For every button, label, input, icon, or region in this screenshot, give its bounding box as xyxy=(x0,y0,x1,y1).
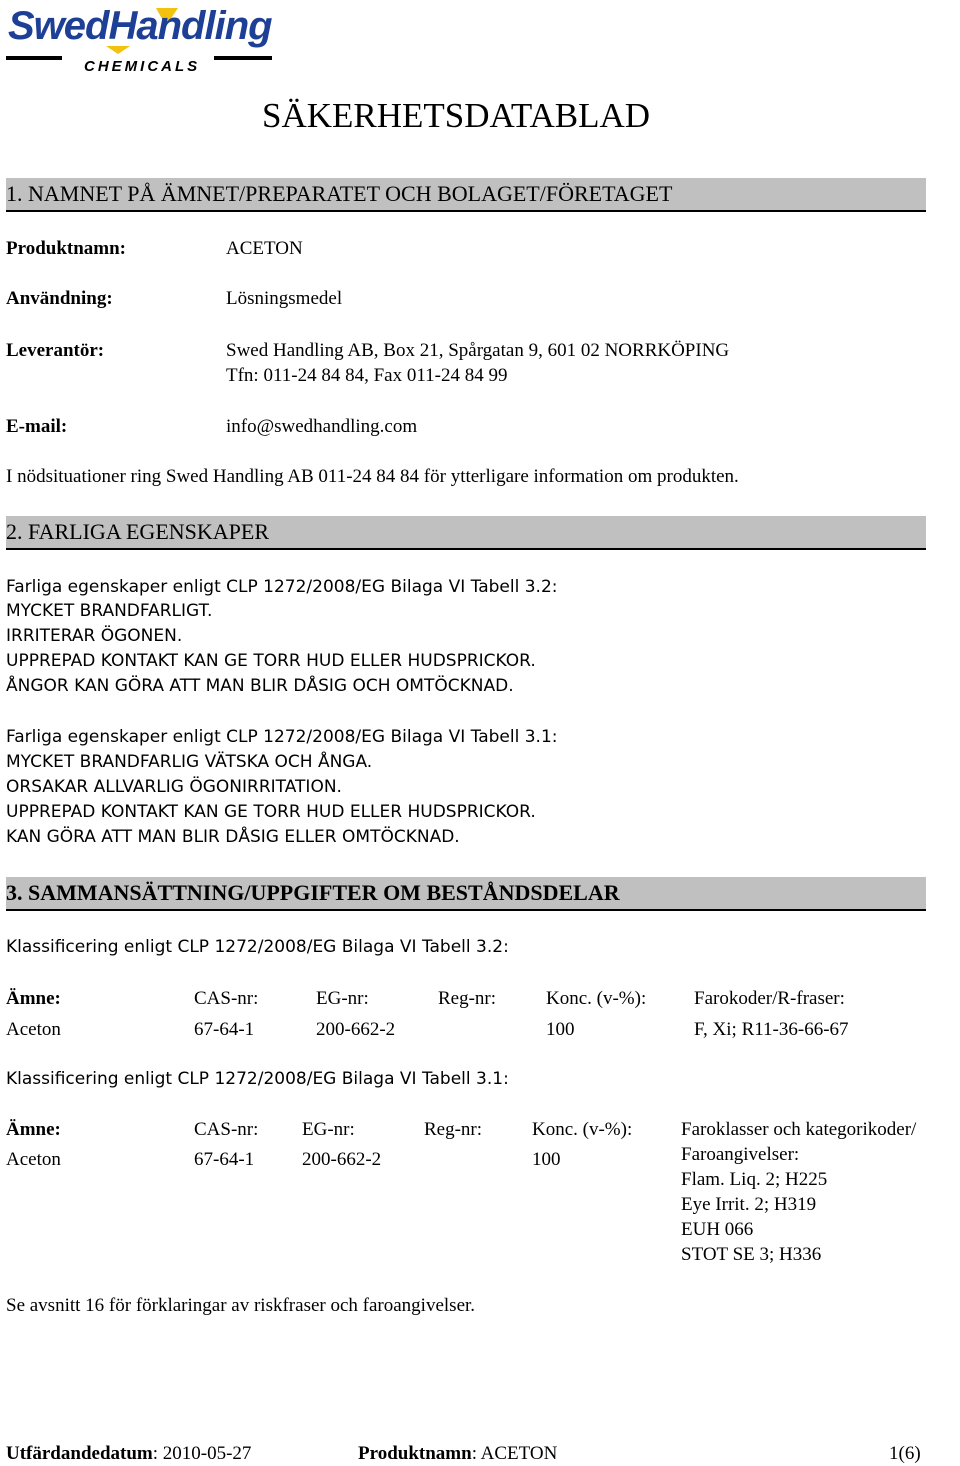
email-label: E-mail: xyxy=(6,416,68,437)
table2-cell-substance: Aceton xyxy=(6,1149,61,1170)
table2-code-line: Flam. Liq. 2; H225 xyxy=(681,1169,828,1190)
product-name-value: ACETON xyxy=(226,238,303,259)
logo-brand-text: SwedHandling xyxy=(8,4,272,48)
table2-header-eg: EG-nr: xyxy=(302,1119,355,1140)
hazard-line: KAN GÖRA ATT MAN BLIR DÅSIG ELLER OMTÖCKNAD. xyxy=(6,827,460,847)
table2-header-cas: CAS-nr: xyxy=(194,1119,259,1140)
table1-cell-conc: 100 xyxy=(546,1019,575,1040)
table1-header-eg: EG-nr: xyxy=(316,988,369,1009)
table1-cell-substance: Aceton xyxy=(6,1019,61,1040)
email-value[interactable]: info@swedhandling.com xyxy=(226,416,418,437)
table1-header-substance: Ämne: xyxy=(6,988,61,1009)
table1-header-reg: Reg-nr: xyxy=(438,988,497,1009)
hazard-line: IRRITERAR ÖGONEN. xyxy=(6,626,183,646)
section-3-header xyxy=(6,877,926,911)
table1-cell-cas: 67-64-1 xyxy=(194,1019,255,1040)
footer-product-label: Produktnamn xyxy=(358,1443,472,1464)
table2-header-reg: Reg-nr: xyxy=(424,1119,483,1140)
table2-header-classes: Faroklasser och kategorikoder/ xyxy=(681,1119,917,1140)
supplier-label: Leverantör: xyxy=(6,340,105,361)
table1-cell-codes: F, Xi; R11-36-66-67 xyxy=(694,1019,849,1040)
section-2-title: 2. FARLIGA EGENSKAPER xyxy=(6,519,270,544)
table2-header-statements: Faroangivelser: xyxy=(681,1144,800,1165)
table1-cell-eg: 200-662-2 xyxy=(316,1019,396,1040)
table1-header-conc: Konc. (v-%): xyxy=(546,988,647,1009)
hazard-line: ORSAKAR ALLVARLIG ÖGONIRRITATION. xyxy=(6,777,342,797)
classification-heading-3-1: Klassificering enligt CLP 1272/2008/EG Bilaga VI Tabell 3.1: xyxy=(6,1069,509,1089)
section-1-header xyxy=(6,178,926,212)
footnote-text: Se avsnitt 16 för förklaringar av riskfraser och faroangivelser. xyxy=(6,1295,476,1316)
hazard-heading-3-1: Farliga egenskaper enligt CLP 1272/2008/EG Bilaga VI Tabell 3.1: xyxy=(6,727,558,747)
hazard-line: MYCKET BRANDFARLIG VÄTSKA OCH ÅNGA. xyxy=(6,752,373,772)
hazard-line: ÅNGOR KAN GÖRA ATT MAN BLIR DÅSIG OCH OMTÖCKNAD. xyxy=(6,676,514,696)
table2-header-conc: Konc. (v-%): xyxy=(532,1119,633,1140)
hazard-line: MYCKET BRANDFARLIGT. xyxy=(6,601,213,621)
table1-header-cas: CAS-nr: xyxy=(194,988,259,1009)
logo-sub-text: CHEMICALS xyxy=(84,58,201,75)
hazard-heading-3-2: Farliga egenskaper enligt CLP 1272/2008/EG Bilaga VI Tabell 3.2: xyxy=(6,577,558,597)
footer-product-value: : ACETON xyxy=(471,1443,558,1464)
product-name-label: Produktnamn: xyxy=(6,238,127,259)
table2-header-substance: Ämne: xyxy=(6,1119,61,1140)
company-logo xyxy=(6,2,276,78)
table1-header-codes: Farokoder/R-fraser: xyxy=(694,988,845,1009)
table2-cell-cas: 67-64-1 xyxy=(194,1149,255,1170)
section-2-header xyxy=(6,516,926,550)
document-title: SÄKERHETSDATABLAD xyxy=(262,96,651,135)
supplier-address: Swed Handling AB, Box 21, Spårgatan 9, 601 02 NORRKÖPING xyxy=(226,340,730,361)
footer-date-label: Utfärdandedatum xyxy=(6,1443,153,1464)
hazard-line: UPPREPAD KONTAKT KAN GE TORR HUD ELLER HUDSPRICKOR. xyxy=(6,651,536,671)
footer-issue-date xyxy=(6,1443,251,1465)
usage-label: Användning: xyxy=(6,288,113,309)
supplier-phone: Tfn: 011-24 84 84, Fax 011-24 84 99 xyxy=(226,365,508,386)
footer-date-value: : 2010-05-27 xyxy=(152,1443,252,1464)
footer-product xyxy=(358,1443,557,1465)
hazard-line: UPPREPAD KONTAKT KAN GE TORR HUD ELLER HUDSPRICKOR. xyxy=(6,802,536,822)
usage-value: Lösningsmedel xyxy=(226,288,343,309)
table2-cell-eg: 200-662-2 xyxy=(302,1149,382,1170)
classification-heading-3-2: Klassificering enligt CLP 1272/2008/EG Bilaga VI Tabell 3.2: xyxy=(6,937,509,957)
table2-code-line: STOT SE 3; H336 xyxy=(681,1244,822,1265)
table2-code-line: Eye Irrit. 2; H319 xyxy=(681,1194,817,1215)
table2-code-line: EUH 066 xyxy=(681,1219,754,1240)
table2-cell-conc: 100 xyxy=(532,1149,561,1170)
section-1-title: 1. NAMNET PÅ ÄMNET/PREPARATET OCH BOLAGET/FÖRETAGET xyxy=(6,181,673,206)
footer-page-number: 1(6) xyxy=(889,1443,921,1464)
emergency-text: I nödsituationer ring Swed Handling AB 011-24 84 84 för ytterligare information om produkten. xyxy=(6,466,739,487)
section-3-title: 3. SAMMANSÄTTNING/UPPGIFTER OM BESTÅNDSDELAR xyxy=(6,880,620,905)
